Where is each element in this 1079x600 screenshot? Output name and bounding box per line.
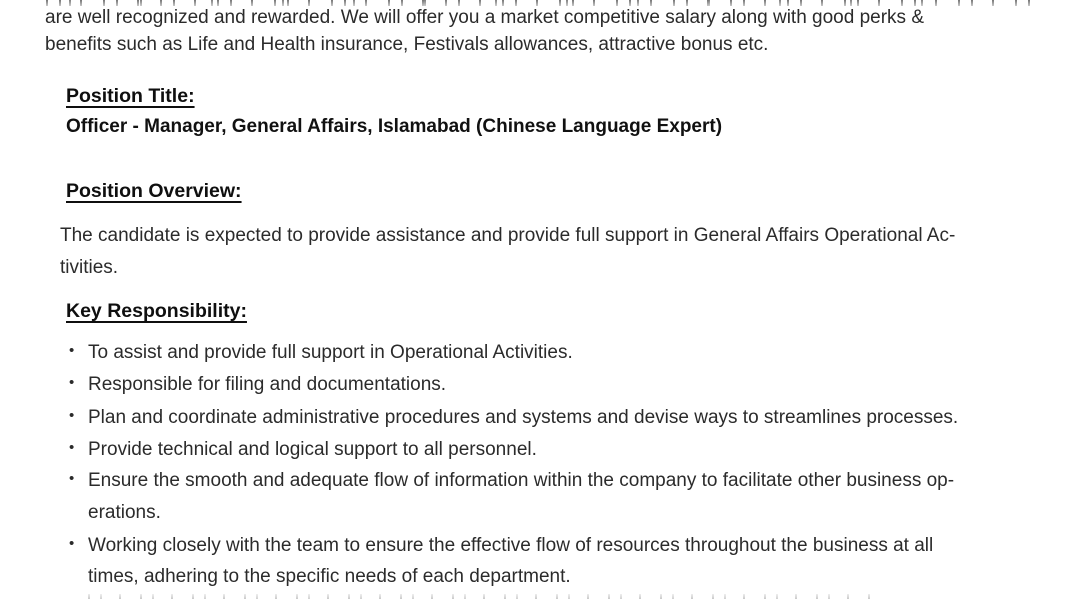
- position-overview-line-2: tivities.: [60, 257, 119, 278]
- intro-paragraph-line-1: are well recognized and rewarded. We will offer you a market competitive salary along with good perks &: [45, 7, 925, 28]
- bullet-icon: •: [69, 342, 75, 359]
- responsibility-item-2: Responsible for filing and documentations.: [88, 374, 447, 395]
- position-title-heading: Position Title:: [66, 85, 195, 107]
- bullet-icon: •: [69, 407, 75, 424]
- intro-paragraph-line-2: benefits such as Life and Health insurance, Festivals allowances, attractive bonus etc.: [45, 34, 769, 55]
- responsibility-item-6-line-1: Working closely with the team to ensure the effective flow of resources throughout the business at all: [88, 535, 934, 556]
- bullet-icon: •: [69, 439, 75, 456]
- responsibility-item-4: Provide technical and logical support to all personnel.: [88, 439, 537, 460]
- responsibility-item-5-line-2: erations.: [88, 502, 161, 523]
- bullet-icon: •: [69, 470, 75, 487]
- bullet-icon: •: [69, 535, 75, 552]
- responsibility-item-1: To assist and provide full support in Operational Activities.: [88, 342, 573, 363]
- position-title-value: Officer - Manager, General Affairs, Islamabad (Chinese Language Expert): [66, 116, 723, 137]
- responsibility-item-3: Plan and coordinate administrative procedures and systems and devise ways to streamlines processes.: [88, 407, 959, 428]
- responsibility-item-6-line-2: times, adhering to the specific needs of each department.: [88, 566, 571, 587]
- bullet-icon: •: [69, 374, 75, 391]
- position-overview-line-1: The candidate is expected to provide assistance and provide full support in General Affairs Operational Ac-: [60, 225, 956, 246]
- position-overview-heading: Position Overview:: [66, 180, 242, 202]
- key-responsibility-heading: Key Responsibility:: [66, 300, 247, 322]
- clipped-text-bottom: [88, 594, 870, 599]
- responsibility-item-5-line-1: Ensure the smooth and adequate flow of information within the company to facilitate other business op-: [88, 470, 955, 491]
